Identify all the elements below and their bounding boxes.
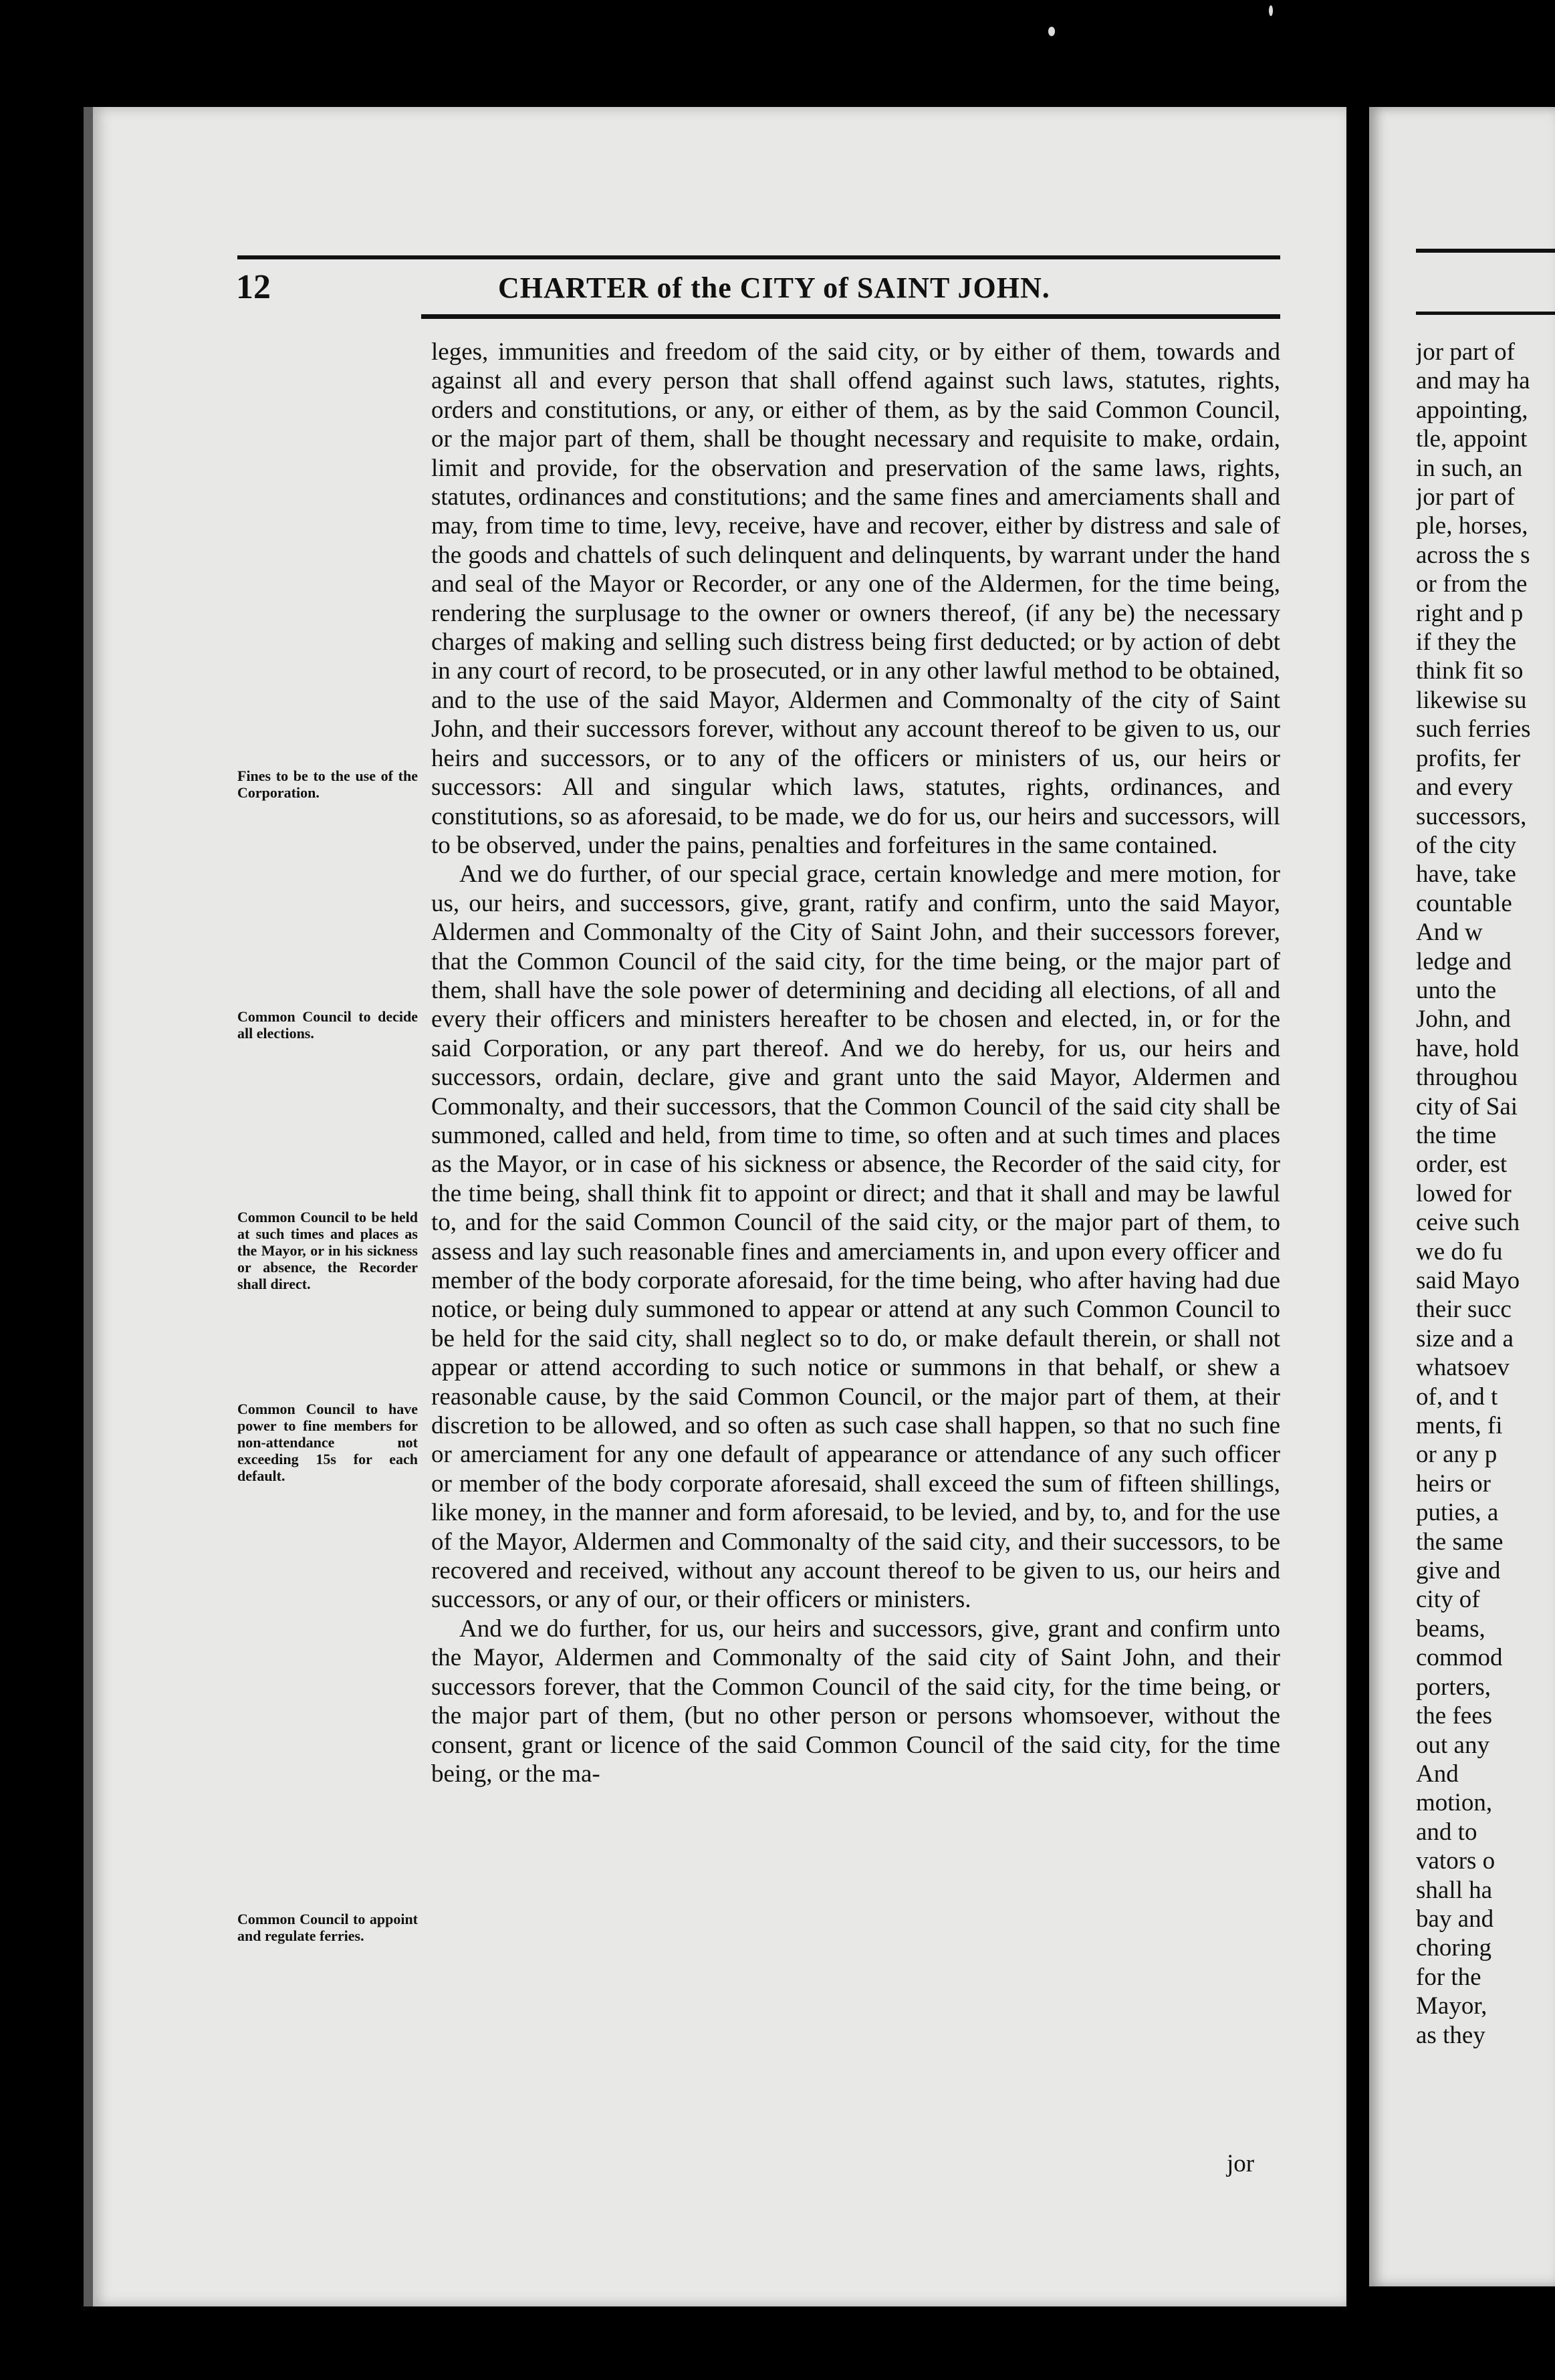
- paragraph: And we do further, for us, our heirs and successors, give, grant and confirm unto the Mayor, Aldermen and Commonalty of the said city of Saint John, and their successors forever, that the Common Council of the said city, for the time being, or the major part of them, (but no other person or persons whomsoever, without the consent, grant or licence of the said Common Council of the said city, for the time being, or the ma-: [431, 1615, 1280, 1788]
- facing-page-line: countable: [1416, 889, 1512, 917]
- facing-page-line: right and p: [1416, 599, 1524, 627]
- facing-page-line: order, est: [1416, 1151, 1508, 1179]
- running-head: CHARTER of the CITY of SAINT JOHN.: [498, 271, 1050, 304]
- facing-page-line: John, and: [1416, 1005, 1511, 1034]
- facing-page-line: for the: [1416, 1963, 1481, 1991]
- facing-page-line: the time: [1416, 1121, 1497, 1149]
- facing-page-line: unto the: [1416, 976, 1497, 1004]
- facing-page-line: said Mayo: [1416, 1267, 1520, 1294]
- facing-page-rule-top: [1416, 249, 1555, 253]
- facing-page-line: of, and t: [1416, 1383, 1498, 1411]
- facing-page-line: the fees: [1416, 1702, 1493, 1730]
- facing-page-line: whatsoev: [1416, 1354, 1510, 1382]
- paragraph: And we do further, of our special grace, certain knowledge and mere motion, for us, our heirs, and successors, give, grant, ratify and confirm, unto the said Mayor, Aldermen and Commonalty of the City of Saint John, and their successors forever, that the Common Council of the said city, for the time being, or the major part of them, shall have the sole power of determining and deciding all elections, of all and every their officers and ministers hereafter to be chosen and elected, in, or for the said Corporation, or any part thereof. And we do hereby, for us, our heirs and successors, ordain, declare, give and grant unto the said Mayor, Aldermen and Commonalty, and their successors, that the Common Council of the said city shall be summoned, called and held, from time to time, so often and at such times and places as the Mayor, or in case of his sickness or absence, the Recorder of the said city, for the time being, shall think fit to appoint or direct; and that it shall and may be lawful to, and for the said Common Council of the said city, or the major part of them, to assess and lay such reasonable fines and amerciaments in, and upon every officer and member of the body corporate aforesaid, for the time being, who after having had due notice, or being duly summoned to appear or attend at any such Common Council to be held for the said city, shall neglect so to do, or make default therein, or shall not appear or attend according to such notice or summons in that behalf, or shew a reasonable cause, by the said Common Council, or the major part of them, at their discretion to be allowed, and so often as such case shall happen, so that no such fine or amerciament for any one default of appearance or attendance of any such officer or member of the body corporate aforesaid, shall exceed the sum of fifteen shillings, like money, in the manner and form aforesaid, to be levied, and by, to, and for the use of the Mayor, Aldermen and Commonalty of the said city, and their successors, to be recovered and received, without any account thereof to be given to us, our heirs and successors, or any of our, or their officers or ministers.: [431, 860, 1280, 1614]
- facing-page-line: Mayor,: [1416, 1992, 1487, 2020]
- facing-page-line: profits, fer: [1416, 744, 1521, 772]
- marginal-note-elections: Common Council to decide all elections.: [237, 1008, 418, 1042]
- marginal-note-fine-members: Common Council to have power to fine members for non-attendance not exceeding 15s for each default.: [237, 1401, 418, 1484]
- facing-page-line: porters,: [1416, 1673, 1491, 1701]
- facing-page-line: appointing,: [1416, 396, 1528, 424]
- facing-page-line: heirs or: [1416, 1469, 1491, 1498]
- header-rule-bottom: [421, 314, 1280, 319]
- paragraph: leges, immunities and freedom of the said city, or by either of them, towards and against all and every person that shall offend against such laws, statutes, rights, orders and constitutions, or any, or either of them, as by the said Common Council, or the major part of them, shall be thought necessary and requisite to make, ordain, limit and provide, for the observation and preservation of the same laws, rights, statutes, ordinances and constitutions; and the same fines and amerciaments shall and may, from time to time, levy, receive, have and recover, either by distress and sale of the goods and chattels of such delinquent and delinquents, by warrant under the hand and seal of the Mayor or Recorder, or any one of the Aldermen, for the time being, rendering the surplusage to the owner or owners thereof, (if any be) the necessary charges of making and selling such distress being first deducted; or by action of debt in any court of record, to be prosecuted, or in any other lawful method to be obtained, and to the use of the said Mayor, Aldermen and Commonalty of the city of Saint John, and their successors forever, without any account thereof to be given to us, our heirs and successors, or to any of the officers or ministers of us, our heirs or successors: All and singular which laws, statutes, rights, ordinances, and constitutions, so as aforesaid, to be made, we do for us, our heirs and successors, will to be observed, under the pains, penalties and forfeitures in the same contained.: [431, 338, 1280, 859]
- facing-page-line: as they: [1416, 2021, 1485, 2049]
- facing-page-line: ceive such: [1416, 1209, 1520, 1237]
- facing-page-line: city of: [1416, 1586, 1480, 1614]
- facing-page-line: such ferries: [1416, 715, 1531, 743]
- facing-page-text: [1416, 338, 1555, 2050]
- marginal-note-council-held: Common Council to be held at such times and places as the Mayor, or in his sickness or absence, the Recorder shall direct.: [237, 1209, 418, 1292]
- facing-page-line: across the s: [1416, 541, 1530, 569]
- facing-page-line: and may ha: [1416, 367, 1530, 395]
- facing-page-line: motion,: [1416, 1789, 1493, 1817]
- marginal-note-fines: Fines to be to the use of the Corporation.: [237, 767, 418, 801]
- header-rule-top: [237, 255, 1280, 259]
- facing-page-line: if they the: [1416, 628, 1517, 657]
- facing-page-line: shall ha: [1416, 1876, 1493, 1904]
- facing-page-line: give and: [1416, 1557, 1501, 1585]
- facing-page-line: puties, a: [1416, 1499, 1499, 1527]
- facing-page-line: And w: [1416, 919, 1483, 947]
- facing-page-line: out any: [1416, 1731, 1489, 1759]
- speck: [1048, 27, 1055, 36]
- catchword: jor: [1227, 2150, 1255, 2177]
- facing-page-line: in such, an: [1416, 454, 1523, 482]
- facing-page-line: or any p: [1416, 1441, 1498, 1469]
- speck: [1269, 5, 1273, 16]
- facing-page-line: we do fu: [1416, 1237, 1503, 1266]
- facing-page-line: and every: [1416, 774, 1513, 802]
- facing-page-line: and to: [1416, 1818, 1477, 1846]
- facing-page-line: ledge and: [1416, 947, 1512, 975]
- facing-page-line: their succ: [1416, 1296, 1512, 1324]
- facing-page-line: vators o: [1416, 1847, 1496, 1875]
- facing-page-line: have, hold: [1416, 1034, 1520, 1062]
- facing-page-line: successors,: [1416, 802, 1527, 830]
- facing-page-line: city of Sai: [1416, 1092, 1518, 1120]
- facing-page-line: size and a: [1416, 1324, 1514, 1352]
- facing-page-line: lowed for: [1416, 1179, 1512, 1207]
- facing-page-line: have, take: [1416, 860, 1516, 888]
- facing-page-line: ple, horses,: [1416, 512, 1528, 540]
- body-text: [431, 338, 1280, 1788]
- facing-page-line: beams,: [1416, 1615, 1485, 1643]
- facing-page-line: commod: [1416, 1644, 1503, 1672]
- facing-page-line: think fit so: [1416, 657, 1524, 685]
- facing-page-line: the same: [1416, 1528, 1504, 1556]
- facing-page-rule-bottom: [1416, 312, 1555, 315]
- facing-page-line: tle, appoint: [1416, 425, 1528, 453]
- marginal-note-ferries: Common Council to appoint and regulate ferries.: [237, 1911, 418, 1944]
- facing-page-line: jor part of: [1416, 338, 1515, 366]
- facing-page-line: ments, fi: [1416, 1412, 1503, 1440]
- facing-page-line: or from the: [1416, 570, 1528, 598]
- page-number: 12: [236, 268, 271, 306]
- facing-page-line: bay and: [1416, 1905, 1494, 1933]
- facing-page-line: jor part of: [1416, 483, 1515, 511]
- facing-page-line: choring: [1416, 1934, 1492, 1962]
- facing-page-line: of the city: [1416, 831, 1517, 859]
- facing-page-line: throughou: [1416, 1064, 1518, 1092]
- facing-page-line: likewise su: [1416, 686, 1527, 714]
- facing-page-line: And: [1416, 1760, 1459, 1788]
